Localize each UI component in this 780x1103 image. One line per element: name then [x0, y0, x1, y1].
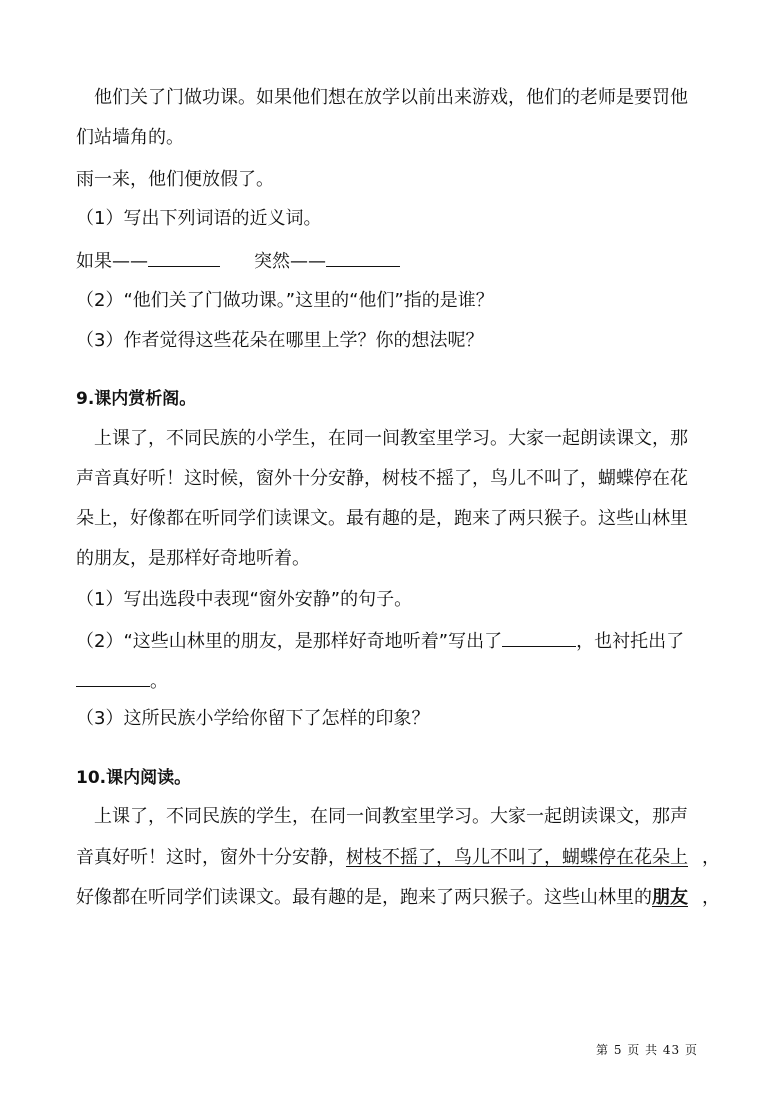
question-2: （2）“他们关了门做功课。”这里的“他们”指的是谁？	[76, 290, 494, 311]
synonym-row	[76, 248, 400, 274]
question-3: （3）作者觉得这些花朵在哪里上学？你的想法呢？	[76, 330, 484, 351]
passage-text: 音真好听！这时，窗外十分安静，	[76, 847, 346, 868]
question-text: ，也衬托出了	[576, 631, 685, 652]
synonym-word-1: 如果——	[76, 251, 148, 272]
section-title: 10.课内阅读。	[76, 768, 192, 788]
section-title: 9.课内赏析阁。	[76, 389, 197, 409]
passage-text: ，	[702, 887, 720, 908]
bold-word: 朋友	[652, 887, 688, 908]
question-2-continued	[76, 668, 168, 694]
passage-line	[76, 886, 720, 910]
passage-line: 们站墙角的。	[76, 127, 184, 148]
passage-line: 上课了，不同民族的学生，在同一间教室里学习。大家一起朗读课文，那声	[94, 806, 688, 827]
underlined-sentence: 树枝不摇了，鸟儿不叫了，蝴蝶停在花朵上	[346, 847, 688, 868]
answer-blank[interactable]	[502, 628, 576, 647]
passage-text: 好像都在听同学们读课文。最有趣的是，跑来了两只猴子。这些山林里的	[76, 887, 652, 908]
passage-line: 他们关了门做功课。如果他们想在放学以前出来游戏，他们的老师是要罚他	[94, 87, 688, 108]
page-number: 第 5 页 共 43 页	[596, 1043, 698, 1057]
passage-line: 雨一来，他们便放假了。	[76, 169, 274, 190]
passage-line: 声音真好听！这时候，窗外十分安静，树枝不摇了，鸟儿不叫了，蝴蝶停在花	[76, 468, 688, 489]
passage-line	[76, 846, 720, 870]
synonym-word-2: 突然——	[254, 251, 326, 272]
passage-line: 上课了，不同民族的小学生，在同一间教室里学习。大家一起朗读课文，那	[94, 428, 688, 449]
answer-blank[interactable]	[76, 668, 150, 687]
passage-line: 的朋友，是那样好奇地听着。	[76, 548, 310, 569]
passage-line: 朵上，好像都在听同学们读课文。最有趣的是，跑来了两只猴子。这些山林里	[76, 508, 688, 529]
question-1: （1）写出选段中表现“窗外安静”的句子。	[76, 589, 413, 610]
question-3: （3）这所民族小学给你留下了怎样的印象？	[76, 708, 430, 729]
question-2	[76, 628, 684, 654]
passage-text: ，	[702, 847, 720, 868]
answer-blank[interactable]	[326, 248, 400, 267]
question-text: 。	[150, 671, 168, 692]
answer-blank[interactable]	[148, 248, 220, 267]
question-text: （2）“这些山林里的朋友，是那样好奇地听着”写出了	[76, 631, 503, 652]
question-1: （1）写出下列词语的近义词。	[76, 208, 322, 229]
